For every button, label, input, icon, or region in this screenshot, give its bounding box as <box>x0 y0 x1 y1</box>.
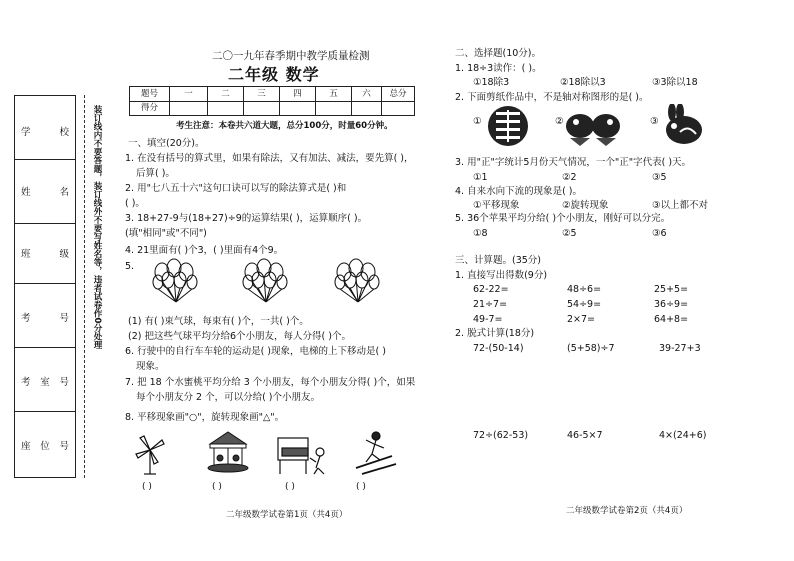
school-field[interactable] <box>15 96 75 160</box>
q5-label: 5. <box>125 261 135 272</box>
info-label-char: 考 <box>21 313 31 324</box>
s3-sub1: 1. 直接写出得数(9分) <box>455 270 548 281</box>
oral-3-1: 49-7= <box>473 314 503 325</box>
paper-cut-figures <box>484 104 714 150</box>
exam-room-field[interactable] <box>15 348 75 412</box>
q7-line2: 每个小朋友分 2 个，可以分给( )个小朋友。 <box>136 392 321 403</box>
calc-1-2: (5+58)÷7 <box>567 343 615 354</box>
oral-2-2: 54÷9= <box>567 299 602 310</box>
oral-2-1: 21÷7= <box>473 299 508 310</box>
oral-1-3: 25+5= <box>654 284 689 295</box>
score-cell-3[interactable] <box>244 101 280 115</box>
s2-q3-opt3[interactable]: ③5 <box>652 172 667 183</box>
score-col-6: 六 <box>352 87 382 101</box>
s2-q4-opt1[interactable]: ①平移现象 <box>473 200 520 211</box>
calc-2-2: 46-5×7 <box>567 430 603 441</box>
score-row-label: 得分 <box>130 101 170 115</box>
score-col-5: 五 <box>316 87 352 101</box>
binding-dashed-line <box>84 95 85 478</box>
info-label-char: 考 <box>21 377 31 388</box>
score-col-label: 题号 <box>130 87 170 101</box>
s2-q4: 4. 自来水向下流的现象是( )。 <box>455 186 583 197</box>
section2-heading: 二、选择题(10分)。 <box>455 48 542 59</box>
q4: 4. 21里面有( )个3，( )里面有4个9。 <box>125 245 284 256</box>
drawer-desk-icon <box>278 438 324 474</box>
q6-line2: 现象。 <box>136 361 165 372</box>
skier-icon <box>356 432 396 474</box>
s2-q3: 3. 用"正"字统计5月份天气情况，一个"正"字代表( )天。 <box>455 157 692 168</box>
s2-q2-opt2[interactable]: ② <box>555 116 564 127</box>
s2-q3-opt2[interactable]: ②2 <box>562 172 577 183</box>
q7-line1: 7. 把 18 个水蜜桃平均分给 3 个小朋友，每个小朋友分得( )个，如果 <box>125 377 416 388</box>
info-label-char: 名 <box>59 187 69 198</box>
score-cell-1[interactable] <box>170 101 208 115</box>
footer-page1: 二年级数学试卷第1页（共4页） <box>226 510 348 520</box>
double-happiness-papercut-icon <box>488 106 528 146</box>
info-label-char: 班 <box>21 249 31 260</box>
q1-line2: 后算( )。 <box>136 168 175 179</box>
q5-part1: (1) 有( )束气球，每束有( )个，一共( )个。 <box>128 316 309 327</box>
balloon-bunches-figure <box>150 258 440 310</box>
score-cell-5[interactable] <box>316 101 352 115</box>
info-label-char: 姓 <box>21 187 31 198</box>
twin-fish-papercut-icon <box>566 114 620 146</box>
s2-q5-opt2[interactable]: ②5 <box>562 228 577 239</box>
s2-q5-opt3[interactable]: ③6 <box>652 228 667 239</box>
oral-1-2: 48÷6= <box>567 284 602 295</box>
subject-title: 二年级 数学 <box>228 65 320 84</box>
rabbit-papercut-icon <box>666 104 702 144</box>
exam-number-field[interactable] <box>15 284 75 348</box>
info-label-char: 级 <box>59 249 69 260</box>
s3-sub2: 2. 脱式计算(18分) <box>455 328 535 339</box>
info-label-char: 座 <box>21 441 31 452</box>
info-label-char: 号 <box>59 441 69 452</box>
name-field[interactable] <box>15 160 75 224</box>
score-col-3: 三 <box>244 87 280 101</box>
score-col-4: 四 <box>280 87 316 101</box>
score-cell-6[interactable] <box>352 101 382 115</box>
oral-2-3: 36÷9= <box>654 299 689 310</box>
section3-heading: 三、计算题。(35分) <box>455 255 542 266</box>
info-label-char: 室 <box>40 377 50 388</box>
calc-2-1: 72÷(62-53) <box>473 430 529 441</box>
info-label-char: 校 <box>59 127 69 138</box>
s2-q2: 2. 下面剪纸作品中，不是轴对称图形的是( )。 <box>455 92 649 103</box>
score-cell-total[interactable] <box>382 101 414 115</box>
info-label-char: 学 <box>21 127 31 138</box>
s2-q1-opt2[interactable]: ②18除以3 <box>560 77 606 88</box>
windmill-icon <box>136 436 164 474</box>
score-cell-2[interactable] <box>208 101 244 115</box>
oral-3-3: 64+8= <box>654 314 689 325</box>
score-col-1: 一 <box>170 87 208 101</box>
section1-heading: 一、填空(20分)。 <box>128 138 205 149</box>
q8-answer-windmill[interactable]: ( ) <box>142 482 152 492</box>
oral-1-1: 62-22= <box>473 284 509 295</box>
carousel-icon <box>208 432 248 472</box>
q8-answer-carousel[interactable]: ( ) <box>212 482 222 492</box>
footer-page2: 二年级数学试卷第2页（共4页） <box>566 506 688 516</box>
q5-part2: (2) 把这些气球平均分给6个小朋友，每人分得( )个。 <box>128 331 351 342</box>
s2-q1-opt1[interactable]: ①18除3 <box>473 77 510 88</box>
calc-2-3: 4×(24+6) <box>659 430 707 441</box>
q2-line2: ( )。 <box>125 198 145 209</box>
q1-line1: 1. 在没有括号的算式里，如果有除法，又有加法、减法，要先算( )， <box>125 153 414 164</box>
score-cell-4[interactable] <box>280 101 316 115</box>
calc-1-1: 72-(50-14) <box>473 343 524 354</box>
s2-q2-opt3[interactable]: ③ <box>650 116 659 127</box>
q8-answer-skier[interactable]: ( ) <box>356 482 366 492</box>
s2-q3-opt1[interactable]: ①1 <box>473 172 488 183</box>
class-field[interactable] <box>15 224 75 284</box>
binding-strip <box>14 95 102 478</box>
score-col-total: 总分 <box>389 89 407 99</box>
q8-answer-desk[interactable]: ( ) <box>285 482 295 492</box>
oral-3-2: 2×7= <box>567 314 596 325</box>
s2-q4-opt2[interactable]: ②旋转现象 <box>562 200 609 211</box>
s2-q2-opt1[interactable]: ① <box>473 116 482 127</box>
q8-instruction: 8. 平移现象画"○"，旋转现象画"△"。 <box>125 412 285 423</box>
score-table <box>129 86 415 116</box>
info-label-char: 号 <box>59 313 69 324</box>
score-table-score-row <box>130 101 414 115</box>
q3-line2: (填"相同"或"不同") <box>125 228 207 239</box>
s2-q1-opt3[interactable]: ③3除以18 <box>652 77 698 88</box>
score-table-header-row <box>130 87 414 102</box>
s2-q4-opt3[interactable]: ③以上都不对 <box>652 200 709 211</box>
calc-1-3: 39-27+3 <box>659 343 701 354</box>
seat-number-field[interactable] <box>15 412 75 478</box>
q2-line1: 2. 用"七八五十六"这句口诀可以写的除法算式是( )和 <box>125 183 347 194</box>
info-label-char: 位 <box>40 441 50 452</box>
binding-instruction: 装订线内不要答题，装订线外不要写姓名等，违者试卷作0分处理 <box>92 105 102 349</box>
q6-line1: 6. 行驶中的自行车车轮的运动是( )现象，电梯的上下移动是( ) <box>125 346 386 357</box>
student-info-table <box>14 95 76 478</box>
s2-q1: 1. 18÷3读作：( )。 <box>455 63 542 74</box>
info-label-char: 号 <box>59 377 69 388</box>
score-col-2: 二 <box>208 87 244 101</box>
s2-q5: 5. 36个苹果平均分给( )个小朋友，刚好可以分完。 <box>455 213 671 224</box>
motion-pictures-figure <box>130 428 425 478</box>
exam-title: 二〇一九年春季期中教学质量检测 <box>212 50 370 62</box>
q3-line1: 3. 18+27-9与(18+27)÷9的运算结果( )，运算顺序( )。 <box>125 213 368 224</box>
s2-q5-opt1[interactable]: ①8 <box>473 228 488 239</box>
exam-notice: 考生注意：本卷共六道大题，总分100分，时量60分钟。 <box>176 121 393 131</box>
